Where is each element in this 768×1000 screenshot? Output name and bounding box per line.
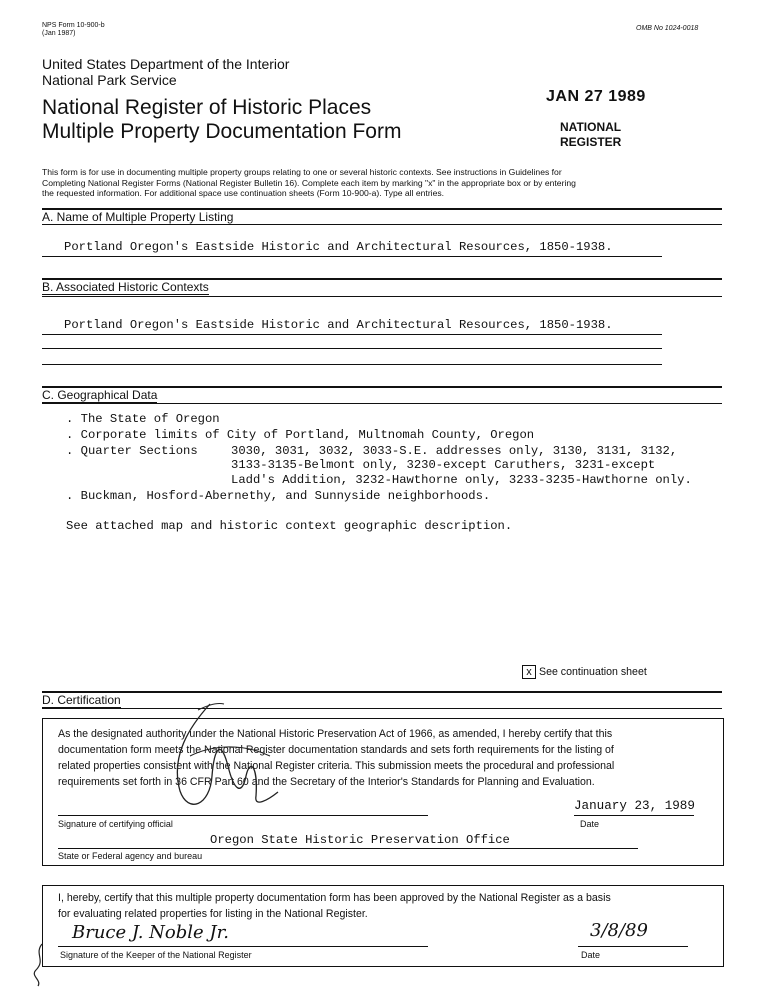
signature-label: Signature of certifying official bbox=[58, 819, 173, 829]
date-line bbox=[578, 946, 688, 947]
certifying-signature bbox=[150, 696, 290, 826]
cert-line-2: documentation form meets the National Register documentation standards and sets forth requirements for the listing of bbox=[58, 744, 614, 756]
field-line bbox=[42, 348, 662, 349]
certification-date[interactable]: January 23, 1989 bbox=[574, 799, 695, 813]
signature-line bbox=[58, 815, 428, 816]
section-a-heading: A. Name of Multiple Property Listing bbox=[42, 210, 234, 224]
continuation-label: See continuation sheet bbox=[539, 665, 647, 678]
signature-line bbox=[58, 946, 428, 947]
form-title-line2: Multiple Property Documentation Form bbox=[42, 120, 402, 143]
instructions bbox=[42, 167, 722, 199]
approval-text bbox=[58, 890, 718, 922]
geo-note[interactable]: See attached map and historic context geographic description. bbox=[66, 519, 513, 533]
department-name: United States Department of the Interior bbox=[42, 56, 290, 72]
approval-line-2: for evaluating related properties for listing in the National Register. bbox=[58, 908, 368, 920]
instructions-line2: Completing National Register Forms (National Register Bulletin 16). Complete each item by marking "x" in the appropriate box or by entering bbox=[42, 177, 576, 188]
approval-date-label: Date bbox=[581, 950, 601, 960]
omb-number: OMB No 1024-0018 bbox=[636, 25, 699, 32]
geo-bullet-quarter-sections[interactable]: . Quarter Sections bbox=[66, 444, 198, 458]
date-label: Date bbox=[580, 819, 600, 829]
date-line bbox=[574, 815, 694, 816]
geo-bullet-state[interactable]: . The State of Oregon bbox=[66, 412, 220, 426]
service-name: National Park Service bbox=[42, 72, 177, 88]
section-d-heading: D. Certification bbox=[42, 693, 121, 707]
form-number: NPS Form 10-900-b bbox=[42, 22, 105, 29]
continuation-sheet-option[interactable] bbox=[522, 665, 647, 679]
form-title-line1: National Register of Historic Places bbox=[42, 96, 372, 119]
historic-context-value[interactable]: Portland Oregon's Eastside Historic and Architectural Resources, 1850-1938. bbox=[64, 318, 613, 332]
stamp-line2: REGISTER bbox=[560, 135, 622, 149]
cert-line-4: requirements set forth in 36 CFR Part 60 and the Secretary of the Interior's Standards for Planning and Evaluation. bbox=[58, 776, 595, 788]
property-listing-name[interactable]: Portland Oregon's Eastside Historic and Architectural Resources, 1850-1938. bbox=[64, 240, 613, 254]
geo-bullet-city[interactable]: . Corporate limits of City of Portland, Multnomah County, Oregon bbox=[66, 428, 535, 442]
cert-line-3: related properties consistent with the National Register criteria. This submission meets the procedural and professional bbox=[58, 760, 615, 772]
field-line bbox=[42, 256, 662, 257]
divider bbox=[42, 403, 722, 404]
divider bbox=[42, 224, 722, 225]
quarter-line-2[interactable]: 3133-3135-Belmont only, 3230-except Caruthers, 3231-except bbox=[231, 458, 656, 472]
continuation-checkbox[interactable]: x bbox=[522, 665, 536, 679]
form-date: (Jan 1987) bbox=[42, 30, 76, 37]
approval-date: 3/8/89 bbox=[590, 920, 648, 941]
section-b-heading: B. Associated Historic Contexts bbox=[42, 280, 209, 294]
agency-name[interactable]: Oregon State Historic Preservation Office bbox=[210, 833, 510, 847]
stamp-line1: NATIONAL bbox=[560, 120, 622, 134]
approval-line-1: I, hereby, certify that this multiple property documentation form has been approved by the National Register as a basis bbox=[58, 892, 611, 904]
keeper-signature-label: Signature of the Keeper of the National Register bbox=[60, 950, 252, 960]
field-line bbox=[42, 364, 662, 365]
margin-initials bbox=[28, 940, 50, 990]
geo-bullet-neighborhoods[interactable]: . Buckman, Hosford-Abernethy, and Sunnyside neighborhoods. bbox=[66, 489, 491, 503]
instructions-line3: the requested information. For additional space use continuation sheets (Form 10-900-a). Type all entries. bbox=[42, 188, 445, 198]
quarter-line-1[interactable]: 3030, 3031, 3032, 3033-S.E. addresses only, 3130, 3131, 3132, bbox=[231, 444, 678, 458]
instructions-line1: This form is for use in documenting multiple property groups relating to one or several historic contexts. See instructions in Guidelines for bbox=[42, 167, 562, 177]
keeper-signature: Bruce J. Noble Jr. bbox=[72, 922, 229, 943]
divider bbox=[42, 708, 722, 709]
received-stamp-date: JAN 27 1989 bbox=[546, 88, 646, 105]
field-line bbox=[42, 334, 662, 335]
agency-label: State or Federal agency and bureau bbox=[58, 851, 203, 861]
section-c-heading: C. Geographical Data bbox=[42, 388, 158, 402]
cert-line-1: As the designated authority under the National Historic Preservation Act of 1966, as amended, I hereby certify that this bbox=[58, 728, 613, 740]
agency-line bbox=[58, 848, 638, 849]
divider bbox=[42, 691, 722, 693]
quarter-line-3[interactable]: Ladd's Addition, 3232-Hawthorne only, 3233-3235-Hawthorne only. bbox=[231, 473, 692, 487]
divider bbox=[42, 296, 722, 297]
